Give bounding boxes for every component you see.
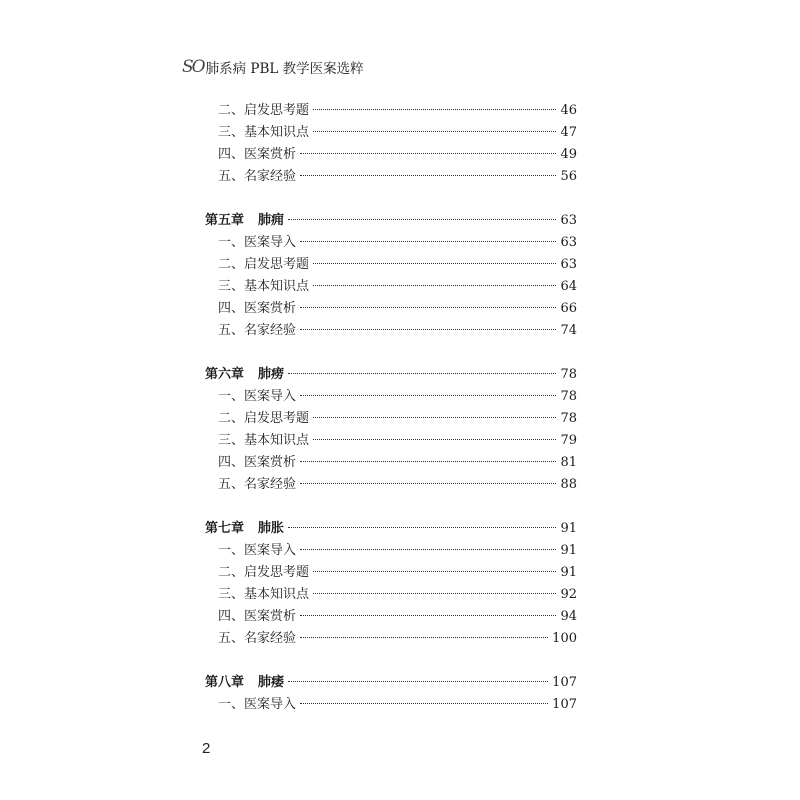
dot-leader (300, 307, 556, 308)
dot-leader (313, 109, 556, 110)
dot-leader (300, 483, 556, 484)
toc-page-number: 92 (560, 587, 577, 602)
toc-entry-title: 二、启发思考题 (218, 257, 310, 272)
toc-chapter-entry[interactable] (205, 672, 577, 694)
toc-section-entry[interactable] (205, 408, 577, 430)
dot-leader (313, 417, 556, 418)
toc-page-number: 63 (560, 235, 577, 250)
dot-leader (313, 439, 556, 440)
toc-entry-title: 三、基本知识点 (218, 433, 310, 448)
toc-section-entry[interactable] (205, 298, 577, 320)
toc-chapter-gap (205, 188, 577, 210)
toc-page-number: 107 (552, 697, 577, 712)
toc-section-entry[interactable] (205, 694, 577, 716)
dot-leader (288, 527, 556, 528)
toc-section-entry[interactable] (205, 122, 577, 144)
toc-page-number: 78 (560, 411, 577, 426)
toc-entry-title: 五、名家经验 (218, 477, 297, 492)
toc-page-number: 100 (552, 631, 577, 646)
toc-page-number: 64 (560, 279, 577, 294)
toc-page-number: 79 (560, 433, 577, 448)
toc-section-entry[interactable] (205, 254, 577, 276)
header-title: 肺系病 PBL 教学医案选粹 (205, 61, 364, 77)
dot-leader (313, 263, 556, 264)
toc-page-number: 47 (560, 125, 577, 140)
toc-page-number: 78 (560, 389, 577, 404)
toc-entry-title (205, 210, 284, 232)
toc-entry-title: 一、医案导入 (218, 235, 297, 250)
toc-page-number: 91 (560, 543, 577, 558)
toc-page-number: 46 (560, 103, 577, 118)
dot-leader (300, 703, 548, 704)
dot-leader (300, 615, 556, 616)
toc-entry-title: 四、医案赏析 (218, 301, 297, 316)
chapter-number: 第七章 (205, 521, 245, 536)
chapter-title: 肺痨 (258, 367, 285, 382)
toc-entry-title: 三、基本知识点 (218, 587, 310, 602)
dot-leader (300, 329, 556, 330)
running-header (182, 57, 364, 77)
dot-leader (300, 395, 556, 396)
dot-leader (288, 681, 548, 682)
chapter-title: 肺痈 (258, 213, 285, 228)
dot-leader (313, 131, 556, 132)
toc-entry-title (205, 518, 284, 540)
toc-entry-title: 五、名家经验 (218, 169, 297, 184)
toc-section-entry[interactable] (205, 232, 577, 254)
dot-leader (300, 461, 556, 462)
dot-leader (288, 373, 556, 374)
table-of-contents (205, 100, 577, 716)
chapter-number: 第六章 (205, 367, 245, 382)
toc-entry-title: 二、启发思考题 (218, 411, 310, 426)
toc-chapter-gap (205, 496, 577, 518)
toc-section-entry[interactable] (205, 430, 577, 452)
toc-entry-title: 一、医案导入 (218, 389, 297, 404)
toc-section-entry[interactable] (205, 474, 577, 496)
dot-leader (313, 285, 556, 286)
toc-section-entry[interactable] (205, 606, 577, 628)
chapter-number: 第八章 (205, 675, 245, 690)
toc-page-number: 66 (560, 301, 577, 316)
toc-chapter-gap (205, 342, 577, 364)
toc-page-number: 81 (560, 455, 577, 470)
page-number: 2 (202, 740, 211, 757)
toc-section-entry[interactable] (205, 452, 577, 474)
toc-page-number: 94 (560, 609, 577, 624)
toc-entry-title: 四、医案赏析 (218, 609, 297, 624)
chapter-title: 肺胀 (258, 521, 285, 536)
toc-section-entry[interactable] (205, 144, 577, 166)
dot-leader (300, 153, 556, 154)
dot-leader (288, 219, 556, 220)
toc-entry-title: 一、医案导入 (218, 697, 297, 712)
toc-entry-title (205, 364, 284, 386)
toc-page-number: 107 (552, 675, 577, 690)
toc-page-number: 78 (560, 367, 577, 382)
chapter-title: 肺痿 (258, 675, 285, 690)
toc-section-entry[interactable] (205, 320, 577, 342)
toc-chapter-entry[interactable] (205, 518, 577, 540)
toc-section-entry[interactable] (205, 100, 577, 122)
toc-chapter-entry[interactable] (205, 210, 577, 232)
toc-chapter-gap (205, 650, 577, 672)
dot-leader (300, 241, 556, 242)
toc-entry-title: 四、医案赏析 (218, 455, 297, 470)
chapter-number: 第五章 (205, 213, 245, 228)
toc-page-number: 91 (560, 565, 577, 580)
header-logo-mark: SO (182, 57, 204, 77)
toc-entry-title: 五、名家经验 (218, 323, 297, 338)
toc-entry-title: 一、医案导入 (218, 543, 297, 558)
toc-section-entry[interactable] (205, 166, 577, 188)
toc-page-number: 88 (560, 477, 577, 492)
toc-entry-title: 三、基本知识点 (218, 279, 310, 294)
dot-leader (300, 175, 556, 176)
toc-page-number: 56 (560, 169, 577, 184)
toc-page-number: 74 (560, 323, 577, 338)
dot-leader (313, 571, 556, 572)
toc-section-entry[interactable] (205, 386, 577, 408)
toc-entry-title: 三、基本知识点 (218, 125, 310, 140)
toc-chapter-entry[interactable] (205, 364, 577, 386)
toc-entry-title (205, 672, 284, 694)
toc-entry-title: 四、医案赏析 (218, 147, 297, 162)
toc-section-entry[interactable] (205, 540, 577, 562)
dot-leader (313, 593, 556, 594)
toc-entry-title: 二、启发思考题 (218, 565, 310, 580)
toc-page-number: 63 (560, 257, 577, 272)
toc-page-number: 91 (560, 521, 577, 536)
toc-section-entry[interactable] (205, 584, 577, 606)
toc-page-number: 63 (560, 213, 577, 228)
toc-page-number: 49 (560, 147, 577, 162)
toc-entry-title: 五、名家经验 (218, 631, 297, 646)
toc-section-entry[interactable] (205, 276, 577, 298)
toc-section-entry[interactable] (205, 562, 577, 584)
toc-section-entry[interactable] (205, 628, 577, 650)
dot-leader (300, 637, 548, 638)
dot-leader (300, 549, 556, 550)
toc-entry-title: 二、启发思考题 (218, 103, 310, 118)
